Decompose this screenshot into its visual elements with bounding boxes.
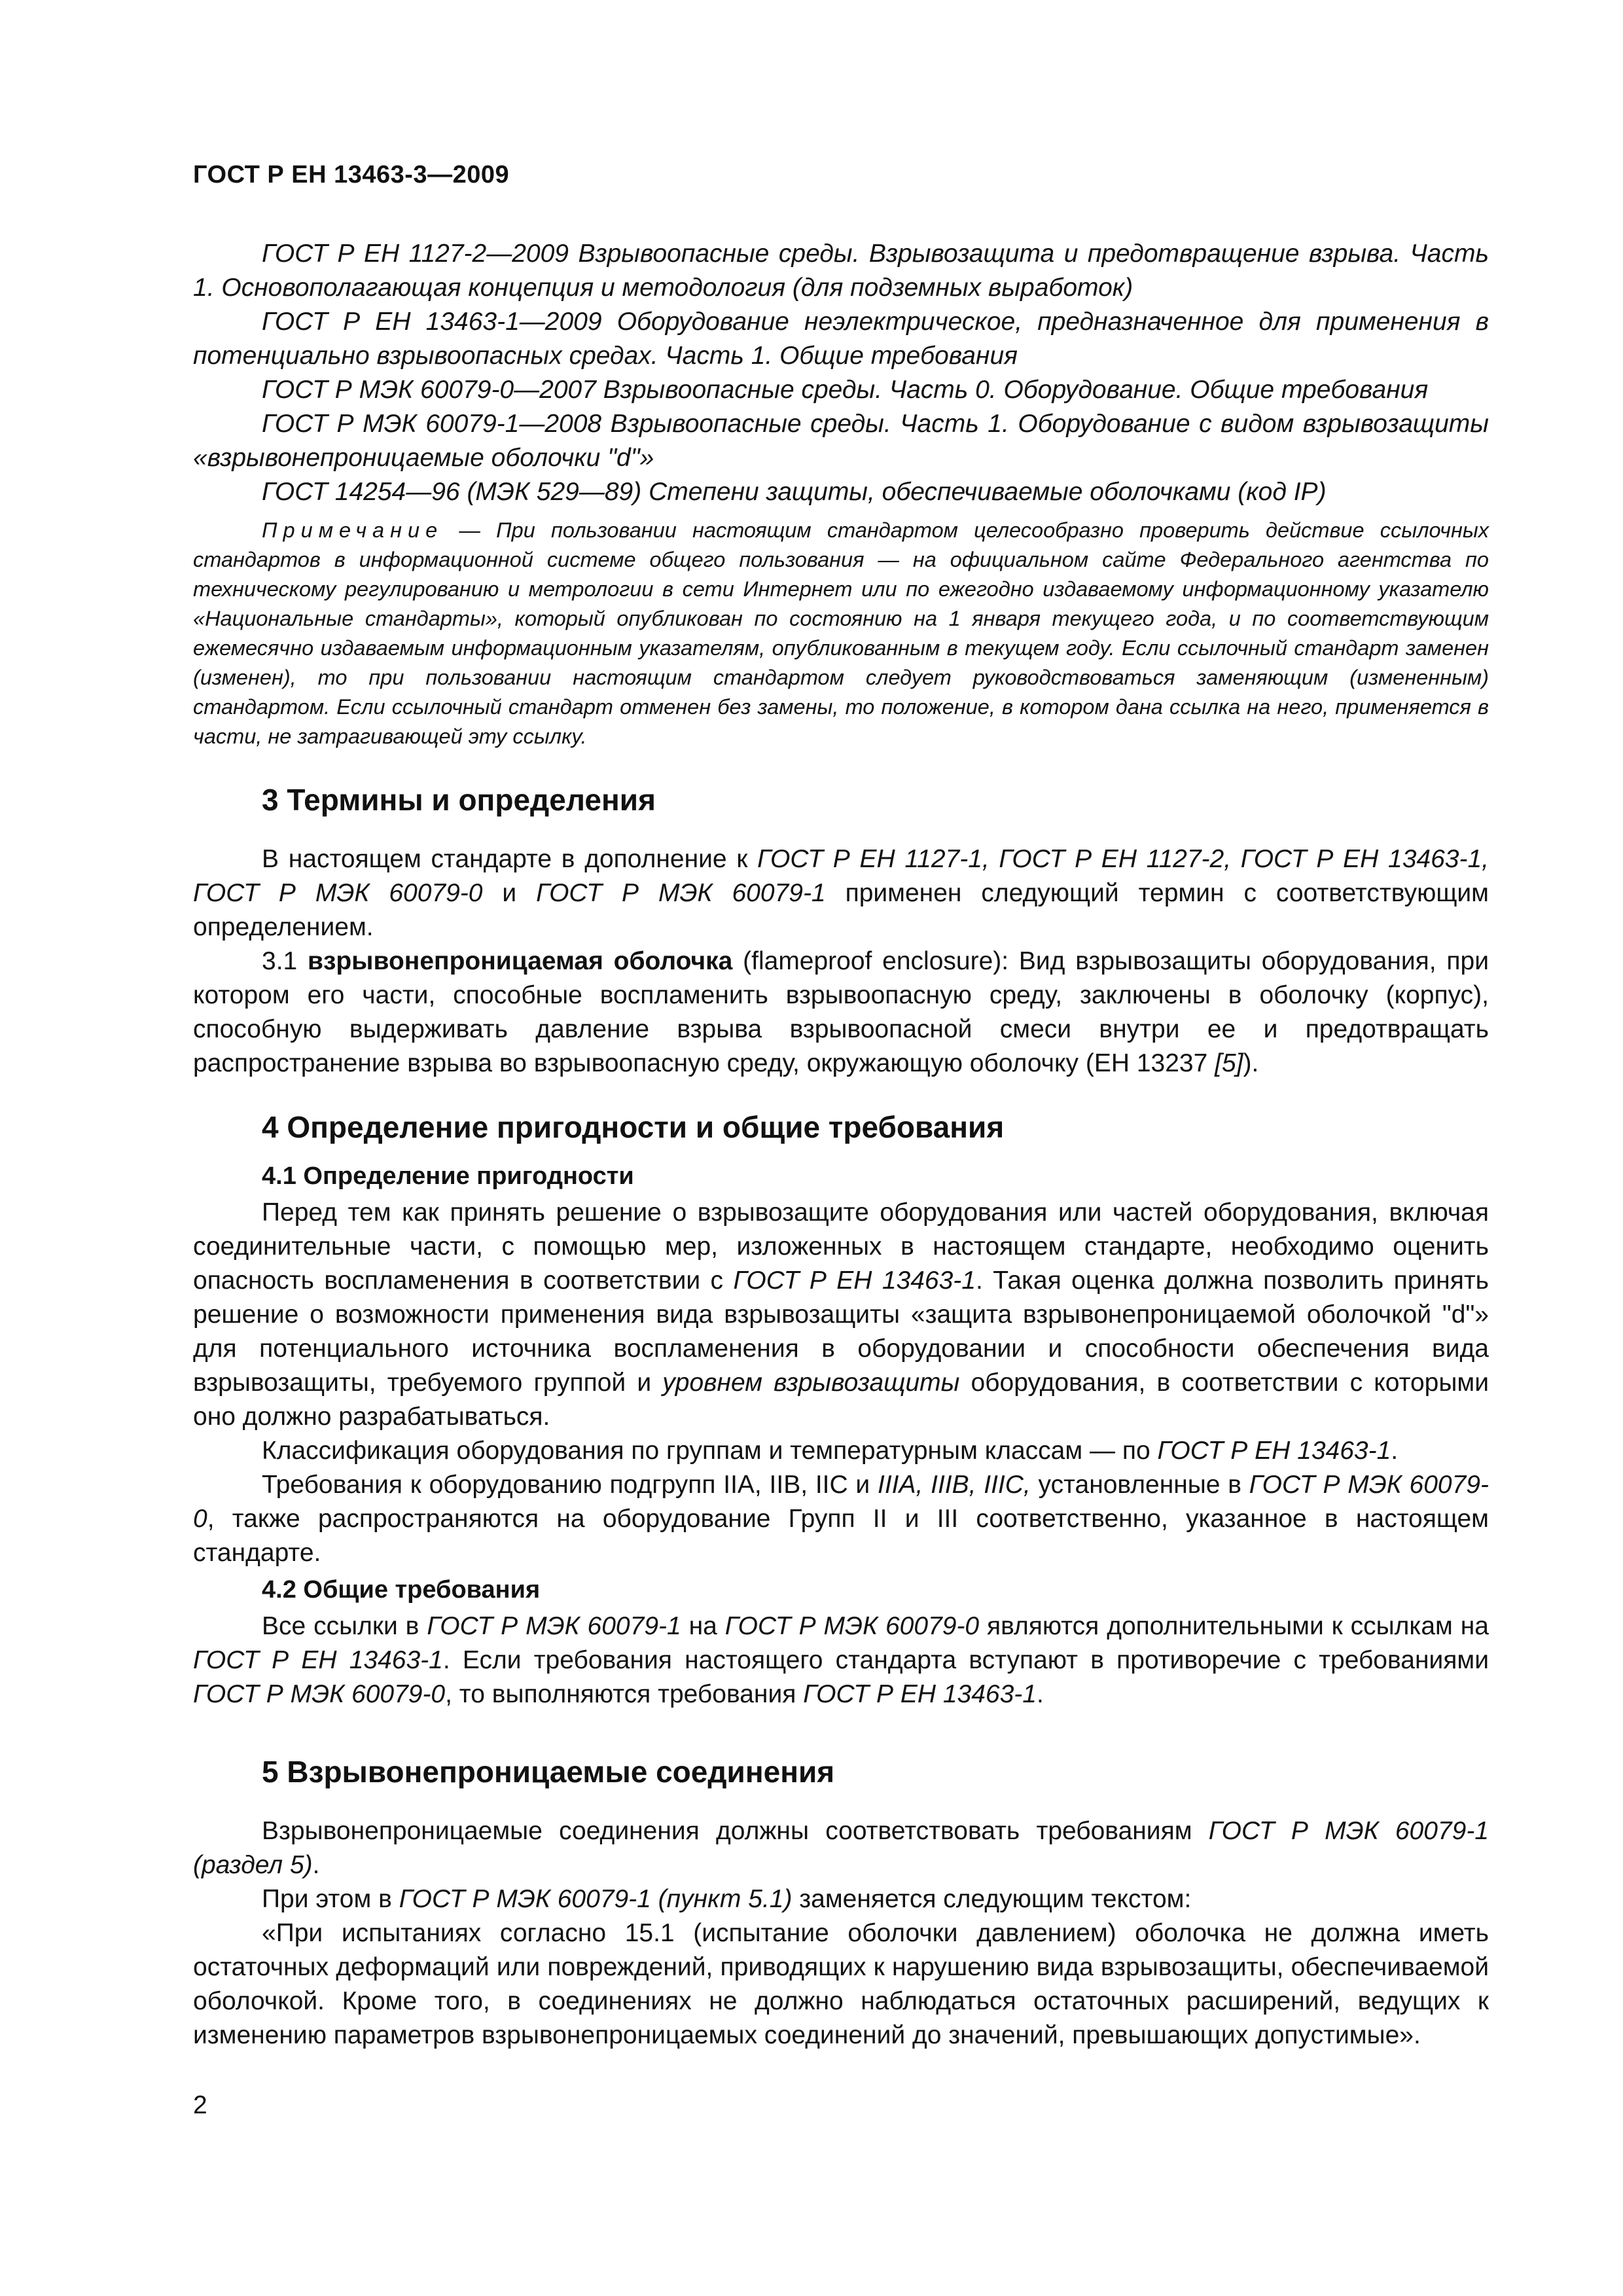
section-3 [193, 782, 1489, 1081]
reference-item: ГОСТ Р ЕН 13463-1—2009 Оборудование неэлектрическое, предназначенное для применения в потенциально взрывоопасных средах. Часть 1. Общие требования [193, 308, 1489, 370]
document-header: ГОСТ Р ЕН 13463-3—2009 [193, 161, 510, 188]
term-definition-3-1: 3.1 взрывонепроницаемая оболочка (flameproof enclosure): Вид взрывозащиты оборудования, при котором его части, способные воспламенить взрывоопасную среду, заключены в оболочку (корпус), способную выдерживать давление взрыва взрывоопасной смеси внутри ее и предотвращать распространение взрыва во взрывоопасную среду, окружающую оболочку (ЕН 13237 [5]). [193, 947, 1489, 1077]
section-5-para-1: Взрывонепроницаемые соединения должны соответствовать требованиям ГОСТ Р МЭК 60079-1 (раздел 5). [193, 1817, 1489, 1879]
reference-item: ГОСТ Р МЭК 60079-1—2008 Взрывоопасные среды. Часть 1. Оборудование с видом взрывозащиты «взрывонепроницаемые оболочки "d"» [193, 410, 1489, 472]
subsection-4-1-title: 4.1 Определение пригодности [262, 1162, 634, 1190]
reference-item: ГОСТ 14254—96 (МЭК 529—89) Степени защиты, обеспечиваемые оболочками (код IP) [262, 478, 1327, 506]
section-5 [193, 1754, 1489, 2053]
normative-references [193, 237, 1489, 751]
section-4-1-para-1: Перед тем как принять решение о взрывозащите оборудования или частей оборудования, включая соединительные части, с помощью мер, изложенных в настоящем стандарте, необходимо оценить опасность воспламенения в соответствии с ГОСТ Р ЕН 13463-1. Такая оценка должна позволить принять решение о возможности применения вида взрывозащиты «защита взрывонепроницаемой оболочкой "d"» для потенциального источника воспламенения в оборудовании и способности обеспечения вида взрывозащиты, требуемого группой и уровнем взрывозащиты оборудования, в соответствии с которыми оно должно разрабатываться. [193, 1198, 1489, 1431]
reference-note [193, 516, 1489, 751]
section-3-intro: В настоящем стандарте в дополнение к ГОСТ Р ЕН 1127-1, ГОСТ Р ЕН 1127-2, ГОСТ Р ЕН 13463-1, ГОСТ Р МЭК 60079-0 и ГОСТ Р МЭК 60079-1 применен следующий термин с соответствующим определением. [193, 845, 1489, 941]
section-4-1-para-2: Классификация оборудования по группам и температурным классам — по ГОСТ Р ЕН 13463-1. [262, 1437, 1399, 1465]
section-4 [193, 1109, 1489, 1712]
section-4-2-para: Все ссылки в ГОСТ Р МЭК 60079-1 на ГОСТ Р МЭК 60079-0 являются дополнительными к ссылкам на ГОСТ Р ЕН 13463-1. Если требования настоящего стандарта вступают в противоречие с требованиями ГОСТ Р МЭК 60079-0, то выполняются требования ГОСТ Р ЕН 13463-1. [193, 1612, 1489, 1708]
note-text: — При пользовании настоящим стандартом целесообразно проверить действие ссылочных стандартов в информационной системе общего пользования — на официальном сайте Федерального агентства по техническому регулированию и метрологии в сети Интернет или по ежегодно издаваемому информационному указателю «Национальные стандарты», который опубликован по состоянию на 1 января текущего года, и по соответствующим ежемесячно издаваемым информационным указателям, опубликованным в текущем году. Если ссылочный стандарт заменен (изменен), то при пользовании настоящим стандартом следует руководствоваться заменяющим (измененным) стандартом. Если ссылочный стандарт отменен без замены, то положение, в котором дана ссылка на него, применяется в части, не затрагивающей эту ссылку. [193, 518, 1489, 748]
reference-item: ГОСТ Р ЕН 1127-2—2009 Взрывоопасные среды. Взрывозащита и предотвращение взрыва. Часть 1. Основополагающая концепция и методология (для подземных выработок) [193, 240, 1489, 302]
section-4-1-para-3: Требования к оборудованию подгрупп IIA, IIB, IIC и IIIA, IIIB, IIIC, установленные в ГОСТ Р МЭК 60079-0, также распространяются на оборудование Групп II и III соответственно, указанное в настоящем стандарте. [193, 1471, 1489, 1567]
reference-item: ГОСТ Р МЭК 60079-0—2007 Взрывоопасные среды. Часть 0. Оборудование. Общие требования [262, 376, 1429, 404]
section-5-title: 5 Взрывонепроницаемые соединения [262, 1755, 835, 1789]
section-3-title: 3 Термины и определения [262, 783, 656, 817]
section-5-para-3: «При испытаниях согласно 15.1 (испытание оболочки давлением) оболочка не должна иметь остаточных деформаций или повреждений, приводящих к нарушению вида взрывозащиты, обеспечиваемой оболочкой. Кроме того, в соединениях не должно наблюдаться остаточных расширений, ведущих к изменению параметров взрывонепроницаемых соединений до значений, превышающих допустимые». [193, 1919, 1489, 2049]
page-number: 2 [193, 2091, 207, 2119]
section-5-para-2: При этом в ГОСТ Р МЭК 60079-1 (пункт 5.1) заменяется следующим текстом: [262, 1885, 1192, 1913]
subsection-4-2-title: 4.2 Общие требования [262, 1576, 541, 1604]
section-4-title: 4 Определение пригодности и общие требования [262, 1110, 1005, 1144]
note-label: Примечание [262, 518, 444, 542]
term-name: взрывонепроницаемая оболочка [308, 947, 733, 975]
